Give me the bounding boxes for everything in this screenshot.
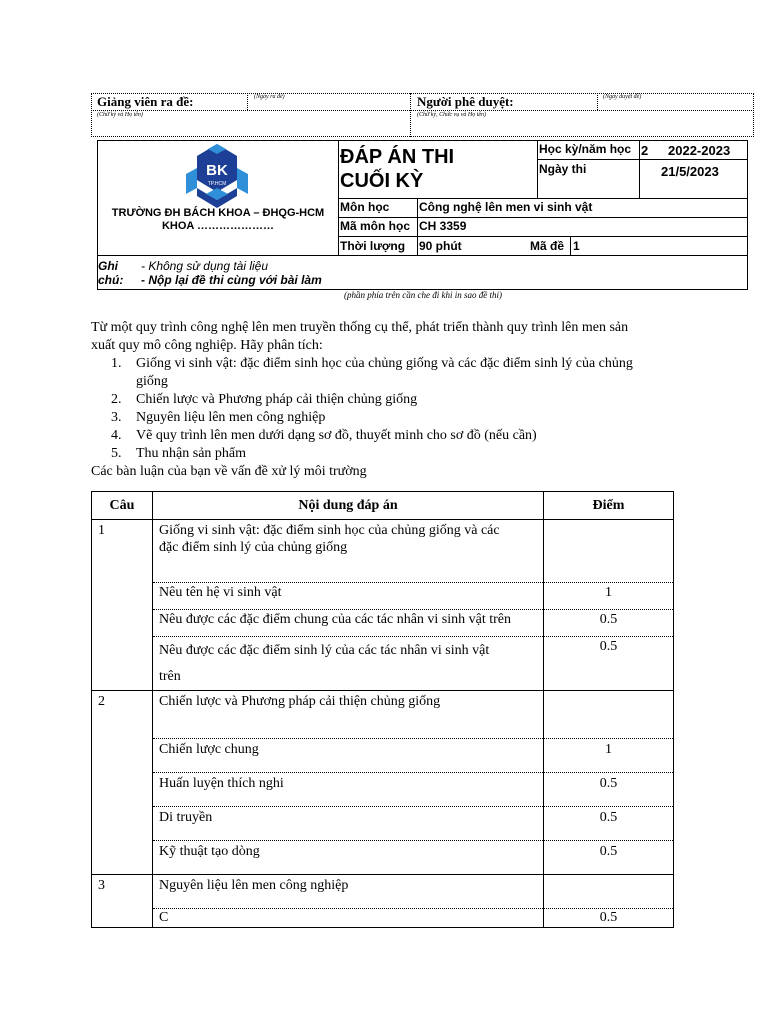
note-2: - Nộp lại đề thi cùng với bài làm [141, 273, 322, 287]
approver-sign-hint: (Chữ ký, Chức vụ và Họ tên) [417, 112, 487, 118]
table-row: Huấn luyện thích nghi 0.5 [92, 773, 674, 807]
table-row: Nêu được các đặc điểm sinh lý của các tác nhân vi sinh vật trên 0.5 [92, 637, 674, 691]
question-item-1: Giống vi sinh vật: đặc điểm sinh học của chủng giống và các đặc điểm sinh lý của chủng [136, 356, 633, 371]
answer-table [91, 491, 674, 928]
note-label: Ghi chú: [98, 259, 124, 287]
svg-text:BK: BK [206, 162, 228, 179]
question-intro-line2: xuất quy mô công nghiệp. Hãy phân tích: [91, 338, 323, 353]
date-label: Ngày thi [539, 162, 587, 176]
duration-label: Thời lượng [340, 239, 406, 253]
table-row: 1 Giống vi sinh vật: đặc điểm sinh học của chủng giống và các đặc điểm sinh lý của chủng giống [92, 520, 674, 583]
table-row: Kỹ thuật tạo dòng 0.5 [92, 841, 674, 875]
note-1: - Không sử dụng tài liệu [141, 259, 269, 273]
lecturer-sign-hint: (Chữ ký và Họ tên) [97, 112, 143, 118]
signature-divider [410, 93, 411, 137]
lecturer-label: Giảng viên ra đề: [97, 94, 194, 109]
code-label: Mã môn học [340, 219, 411, 233]
header-score: Điểm [544, 492, 674, 520]
question-closing: Các bàn luận của bạn về vấn đề xử lý môi trường [91, 464, 367, 479]
table-row: C 0.5 [92, 909, 674, 928]
lecturer-date-divider [247, 93, 248, 110]
approver-date-hint: (Ngày duyệt đề) [603, 94, 642, 100]
table-row: 2 Chiến lược và Phương pháp cải thiện chủng giống [92, 691, 674, 739]
table-row: Di truyền 0.5 [92, 807, 674, 841]
course-label: Môn học [340, 200, 390, 214]
signature-row-divider [91, 110, 754, 111]
lecturer-date-hint: (Ngày ra đề) [254, 94, 285, 100]
question-item-3: Nguyên liệu lên men công nghiệp [136, 410, 326, 425]
exam-title: ĐÁP ÁN THI CUỐI KỲ [340, 146, 455, 192]
exam-header [97, 140, 748, 290]
question-intro-line1: Từ một quy trình công nghệ lên men truyền thống cụ thể, phát triển thành quy trình lên men sản [91, 320, 629, 335]
cover-note: (phần phía trên cần che đi khi in sao đề thi) [344, 290, 502, 300]
question-item-4: Vẽ quy trình lên men dưới dạng sơ đồ, thuyết minh cho sơ đồ (nếu cần) [136, 428, 537, 443]
table-header-row [92, 492, 674, 520]
bk-logo-icon [186, 144, 248, 208]
approver-date-divider [597, 93, 598, 110]
duration-value: 90 phút [419, 239, 462, 253]
question-list: 1. Giống vi sinh vật: đặc điểm sinh học của chủng giống và các đặc điểm sinh lý của chủng giống 2. Chiến lược và Phương pháp cải thiện chủng giống 3. Nguyên liệu lên men công nghiệp 4. Vẽ quy trình lên men dưới dạng sơ đồ, thuyết minh cho sơ đồ (nếu cần) 5. Thu nhận sản phẩm [111, 356, 633, 461]
year-value: 2022-2023 [668, 143, 731, 158]
exam-code-label: Mã đề [530, 239, 565, 253]
question-item-2: Chiến lược và Phương pháp cải thiện chủng giống [136, 392, 418, 407]
table-row: Nêu tên hệ vi sinh vật 1 [92, 583, 674, 610]
school-name: TRƯỜNG ĐH BÁCH KHOA – ĐHQG-HCM [111, 207, 325, 219]
semester-value: 2 [641, 143, 649, 158]
table-row: 3 Nguyên liệu lên men công nghiệp [92, 875, 674, 909]
faculty-name: KHOA ………………… [161, 220, 275, 232]
svg-text:TP.HCM: TP.HCM [207, 181, 227, 187]
course-value: Công nghệ lên men vi sinh vật [419, 200, 593, 214]
code-value: CH 3359 [419, 219, 467, 233]
approver-label: Người phê duyệt: [417, 94, 514, 109]
table-row: Nêu được các đặc điểm chung của các tác nhân vi sinh vật trên 0.5 [92, 610, 674, 637]
question-body [91, 319, 681, 481]
semester-label: Học kỳ/năm học [539, 142, 632, 156]
header-content: Nội dung đáp án [153, 492, 544, 520]
question-item-5: Thu nhận sản phẩm [136, 446, 247, 461]
date-value: 21/5/2023 [661, 164, 719, 179]
header-question: Câu [92, 492, 153, 520]
table-row: Chiến lược chung 1 [92, 739, 674, 773]
exam-code-value: 1 [573, 239, 580, 253]
